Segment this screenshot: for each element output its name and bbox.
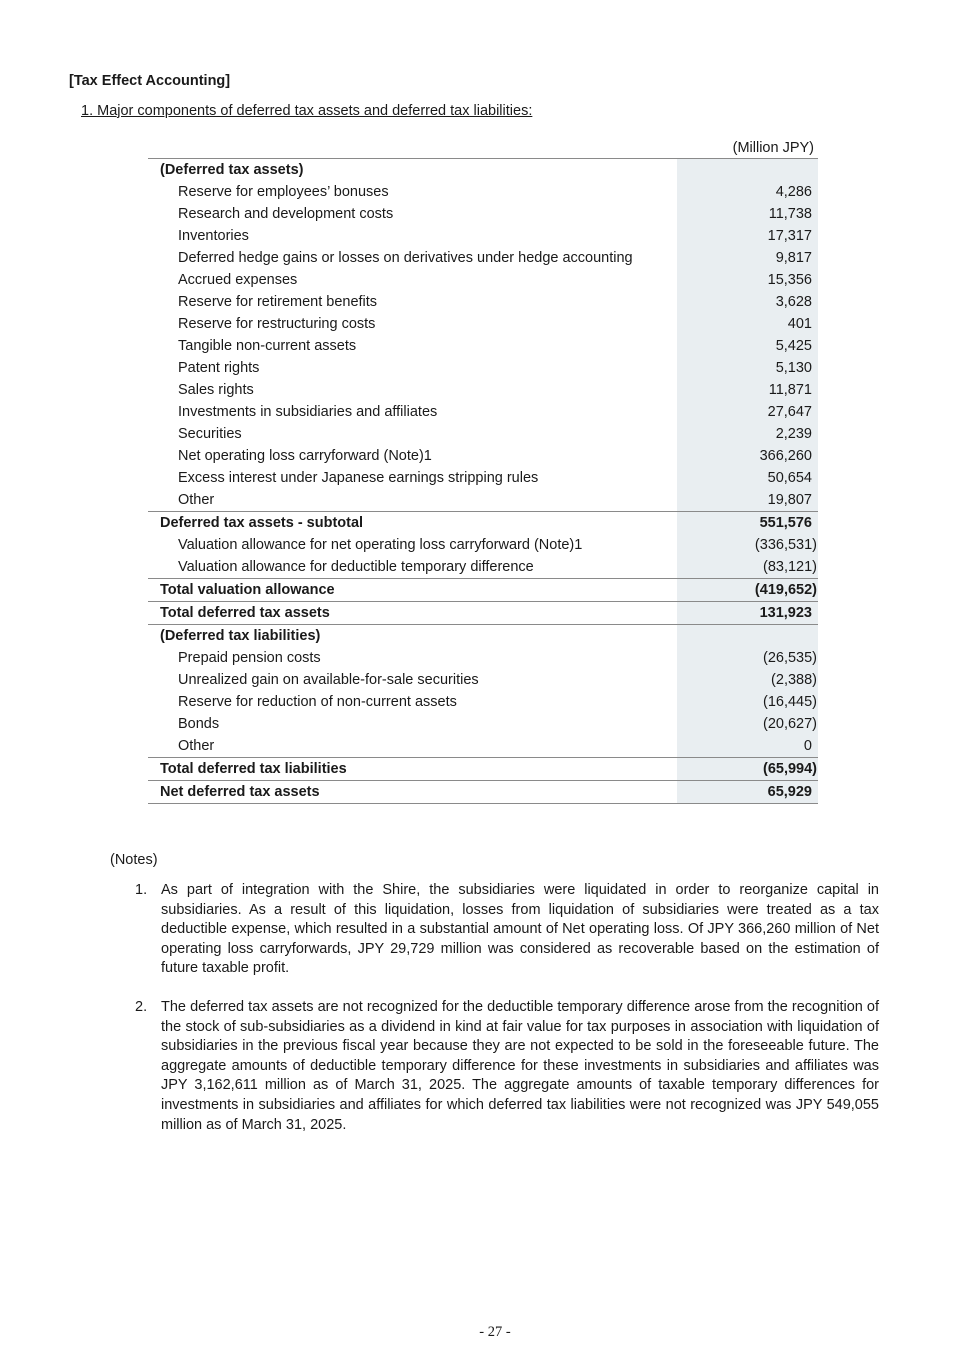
subsection-title: 1. Major components of deferred tax assets and deferred tax liabilities: — [81, 103, 533, 119]
row-value: 5,130 — [677, 357, 818, 379]
note-1 — [135, 881, 879, 979]
section-title: [Tax Effect Accounting] — [69, 73, 231, 89]
table-row — [148, 534, 818, 556]
row-label: Investments in subsidiaries and affiliates — [178, 404, 438, 420]
notes-heading: (Notes) — [110, 852, 158, 868]
row-label: Total deferred tax assets — [148, 602, 677, 625]
row-value: 2,239 — [677, 423, 818, 445]
table-row — [148, 713, 818, 735]
table-row — [148, 269, 818, 291]
row-label: Patent rights — [178, 360, 260, 376]
table-row — [148, 401, 818, 423]
row-value: 17,317 — [677, 225, 818, 247]
row-value: 5,425 — [677, 335, 818, 357]
row-label: Reserve for restructuring costs — [178, 316, 376, 332]
table-row — [148, 203, 818, 225]
row-value: 19,807 — [677, 489, 818, 512]
row-value: (83,121) — [677, 556, 818, 579]
row-label: Total valuation allowance — [148, 579, 677, 602]
row-label: Securities — [178, 426, 242, 442]
unit-label: (Million JPY) — [732, 140, 814, 156]
row-value: 366,260 — [677, 445, 818, 467]
note-2 — [135, 998, 879, 1135]
table-section-header — [148, 159, 818, 182]
table-row — [148, 735, 818, 758]
row-value: 3,628 — [677, 291, 818, 313]
table-total-row — [148, 579, 818, 602]
row-label: (Deferred tax liabilities) — [148, 625, 677, 648]
table-row — [148, 467, 818, 489]
row-label: Valuation allowance for deductible temporary difference — [178, 559, 534, 575]
table-total-row — [148, 758, 818, 781]
table-row — [148, 556, 818, 579]
row-label: Prepaid pension costs — [178, 650, 321, 666]
row-value: 9,817 — [677, 247, 818, 269]
table-row — [148, 225, 818, 247]
row-value: 65,929 — [677, 781, 818, 804]
row-value: 11,738 — [677, 203, 818, 225]
table-row — [148, 313, 818, 335]
row-value: (26,535) — [677, 647, 818, 669]
row-value: 15,356 — [677, 269, 818, 291]
row-label: Net operating loss carryforward (Note)1 — [178, 448, 432, 464]
row-value — [677, 159, 818, 182]
row-value: (419,652) — [677, 579, 818, 602]
row-label: Research and development costs — [178, 206, 394, 222]
row-label: Reserve for retirement benefits — [178, 294, 378, 310]
row-label: Excess interest under Japanese earnings stripping rules — [178, 470, 539, 486]
table-row — [148, 669, 818, 691]
table-section-header — [148, 625, 818, 648]
row-label: Accrued expenses — [178, 272, 298, 288]
row-label: Reserve for employees’ bonuses — [178, 184, 389, 200]
table-row — [148, 423, 818, 445]
row-label: Reserve for reduction of non-current assets — [178, 694, 457, 710]
row-label: Total deferred tax liabilities — [148, 758, 677, 781]
table-row — [148, 335, 818, 357]
page-number: - 27 - — [479, 1324, 511, 1340]
table-total-row — [148, 602, 818, 625]
row-value: (20,627) — [677, 713, 818, 735]
row-value: 0 — [677, 735, 818, 758]
row-label: Other — [178, 492, 215, 508]
row-label: Unrealized gain on available-for-sale securities — [178, 672, 479, 688]
table-row — [148, 247, 818, 269]
table-row — [148, 445, 818, 467]
row-value: (16,445) — [677, 691, 818, 713]
row-label: Tangible non-current assets — [178, 338, 357, 354]
row-value: 131,923 — [677, 602, 818, 625]
table-row — [148, 291, 818, 313]
row-value: 50,654 — [677, 467, 818, 489]
table-row — [148, 647, 818, 669]
row-value: 11,871 — [677, 379, 818, 401]
note-number: 1. — [135, 882, 148, 898]
table-total-row — [148, 781, 818, 804]
row-value: (2,388) — [677, 669, 818, 691]
row-label: (Deferred tax assets) — [148, 159, 677, 182]
row-label: Sales rights — [178, 382, 254, 398]
row-value: 401 — [677, 313, 818, 335]
row-value: 27,647 — [677, 401, 818, 423]
row-value — [677, 625, 818, 648]
row-value: 551,576 — [677, 512, 818, 535]
table-total-row — [148, 512, 818, 535]
row-value: (336,531) — [677, 534, 818, 556]
note-text: As part of integration with the Shire, the subsidiaries were liquidated in order to reorganize capital in subsidiaries. As a result of this liquidation, losses from liquidation of subsidiaries were treated as a tax deductible expense, which resulted in a substantial amount of Net operating loss. Of JPY 366,260 million of Net operating loss carryforwards, JPY 29,729 million was considered as recoverable based on the estimation of future taxable profit. — [161, 882, 879, 977]
note-text: The deferred tax assets are not recognized for the deductible temporary difference arose from the recognition of the stock of sub-subsidiaries as a dividend in kind at fair value for tax purposes in association with liquidation of subsidiaries in the previous fiscal year because they are not expected to be sold in the foreseeable future. The aggregate amounts of deductible temporary difference for these investments in subsidiaries and affiliates was JPY 3,162,611 million as of March 31, 2025. The aggregate amounts of taxable temporary differences for investments in subsidiaries and affiliates for which deferred tax liabilities were not recognized was JPY 549,055 million as of March 31, 2025. — [161, 999, 879, 1133]
deferred-tax-table — [148, 158, 818, 804]
row-value: 4,286 — [677, 181, 818, 203]
row-label: Deferred hedge gains or losses on derivatives under hedge accounting — [178, 250, 633, 266]
row-label: Valuation allowance for net operating loss carryforward (Note)1 — [178, 537, 583, 553]
row-value: (65,994) — [677, 758, 818, 781]
table-row — [148, 357, 818, 379]
table-row — [148, 691, 818, 713]
row-label: Bonds — [178, 716, 220, 732]
row-label: Other — [178, 738, 215, 754]
table-row — [148, 181, 818, 203]
row-label: Deferred tax assets - subtotal — [148, 512, 677, 535]
row-label: Net deferred tax assets — [148, 781, 677, 804]
row-label: Inventories — [178, 228, 249, 244]
table-row — [148, 379, 818, 401]
note-number: 2. — [135, 999, 148, 1015]
table-row — [148, 489, 818, 512]
